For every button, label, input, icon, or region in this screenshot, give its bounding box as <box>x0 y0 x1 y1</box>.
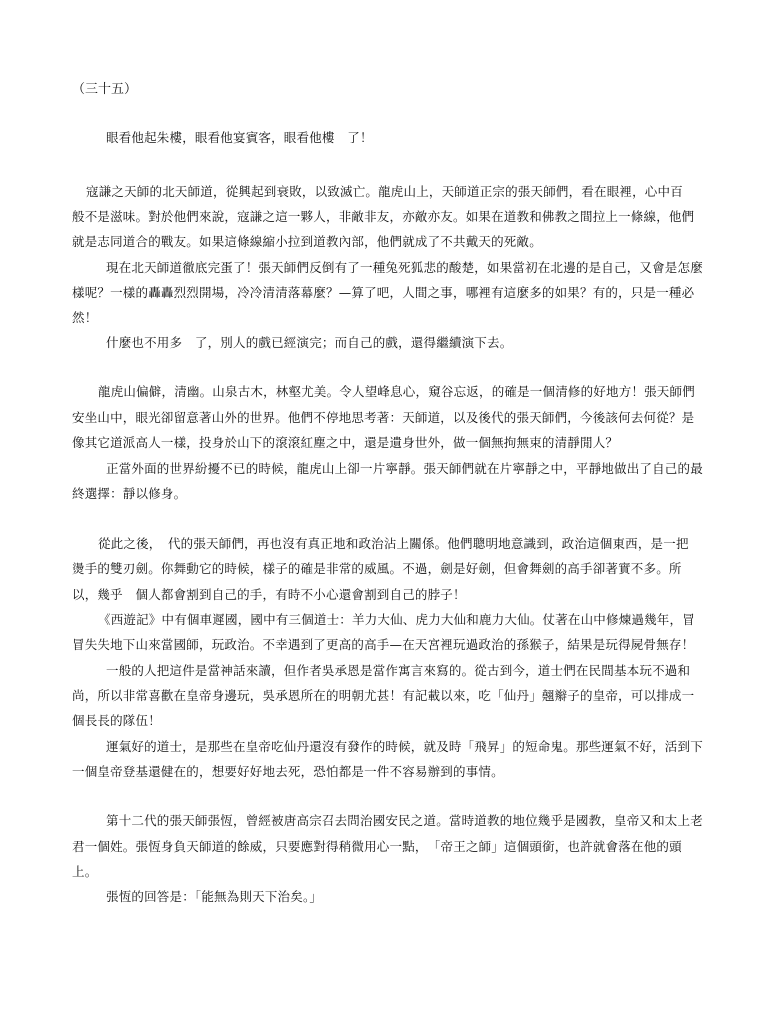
text-line: 尚，所以非常喜歡在皇帝身邊玩，吳承恩所在的明朝尤甚！有記載以來，吃「仙丹」翹辮子的皇帝，可以排成一 <box>72 688 695 703</box>
text-line: 安坐山中，眼光卻留意著山外的世界。他們不停地思考著：天師道，以及後代的張天師們，今後該何去何從？是 <box>72 410 695 425</box>
text-line: 龍虎山偏僻，清幽。山泉古木，林壑尤美。令人望峰息心，窺谷忘返，的確是一個清修的好地方！張天師們 <box>98 384 695 399</box>
text-line: 眼看他起朱樓，眼看他宴賓客，眼看他樓 了！ <box>106 130 373 145</box>
text-line: 上。 <box>72 864 98 879</box>
text-line: 從此之後， 代的張天師們，再也沒有真正地和政治沾上關係。他們聰明地意識到，政治這個東西，是一把 <box>98 536 689 551</box>
text-line: 個長長的隊伍！ <box>72 713 161 728</box>
text-line: 正當外面的世界紛擾不已的時候，龍虎山上卻一片寧靜。張天師們就在片寧靜之中，平靜地做出了自己的最 <box>106 461 703 476</box>
text-line: 燙手的雙刃劍。你舞動它的時候，樣子的確是非常的威風。不過，劍是好劍，但會舞劍的高手卻著實不多。所 <box>72 561 682 576</box>
chapter-heading: （三十五） <box>72 82 138 97</box>
text-line: 君一個姓。張恆身負天師道的餘威，只要應對得稍微用心一點， 「帝王之師」這個頭銜，也許就會落在他的頭 <box>72 839 682 854</box>
text-line: 《西遊記》中有個車遲國，國中有三個道士：羊力大仙、虎力大仙和鹿力大仙。仗著在山中修煉過幾年，冒 <box>98 612 695 627</box>
text-line: 現在北天師道徹底完蛋了！張天師們反倒有了一種兔死狐悲的酸楚，如果當初在北邊的是自己，又會是怎麼 <box>106 260 703 275</box>
text-line: 運氣好的道士，是那些在皇帝吃仙丹還沒有發作的時候，就及時「飛昇」的短命鬼。那些運氣不好，活到下 <box>106 739 703 754</box>
text-line: 第十二代的張天師張恆，曾經被唐高宗召去問治國安民之道。當時道教的地位幾乎是國教，皇帝又和太上老 <box>106 813 703 828</box>
text-line: 像其它道派高人一樣，投身於山下的滾滾紅塵之中，還是遺身世外，做一個無拘無束的清靜閒人？ <box>72 435 619 450</box>
text-line: 什麼也不用多 了，別人的戲已經演完；而自己的戲，還得繼續演下去。 <box>106 335 513 350</box>
text-line: 就是志同道合的戰友。如果這條線縮小拉到道教內部，他們就成了不共戴天的死敵。 <box>72 234 542 249</box>
text-line: 一般的人把這件是當神話來讀，但作者吳承恩是當作寓言來寫的。從古到今，道士們在民間基本玩不過和 <box>106 663 691 678</box>
text-line: 寇謙之天師的北天師道，從興起到衰敗，以致滅亡。龍虎山上，天師道正宗的張天師們，看在眼裡，心中百 <box>86 184 683 199</box>
text-line: 以，幾乎 個人都會割到自己的手，有時不小心還會割到自己的脖子！ <box>72 587 466 602</box>
text-line: 然！ <box>72 310 98 325</box>
text-line: 一個皇帝登基還健在的，想要好好地去死，恐怕都是一件不容易辦到的事情。 <box>72 764 504 779</box>
text-line: 冒失失地下山來當國師，玩政治。不幸遇到了更高的高手—在天宮裡玩過政治的孫猴子，結果是玩得屍骨無存！ <box>72 637 695 652</box>
text-line: 張恆的回答是：「能無為則天下治矣。」 <box>106 889 323 904</box>
text-line: 樣呢？一樣的轟轟烈烈開場，冷冷清清落幕麼？—算了吧，人間之事，哪裡有這麼多的如果？有的，只是一種必 <box>72 285 695 300</box>
text-line: 般不是滋味。對於他們來說，寇謙之這一夥人，非敵非友，亦敵亦友。如果在道教和佛教之間拉上一條線，他們 <box>72 209 695 224</box>
text-line: 終選擇：靜以修身。 <box>72 486 187 501</box>
